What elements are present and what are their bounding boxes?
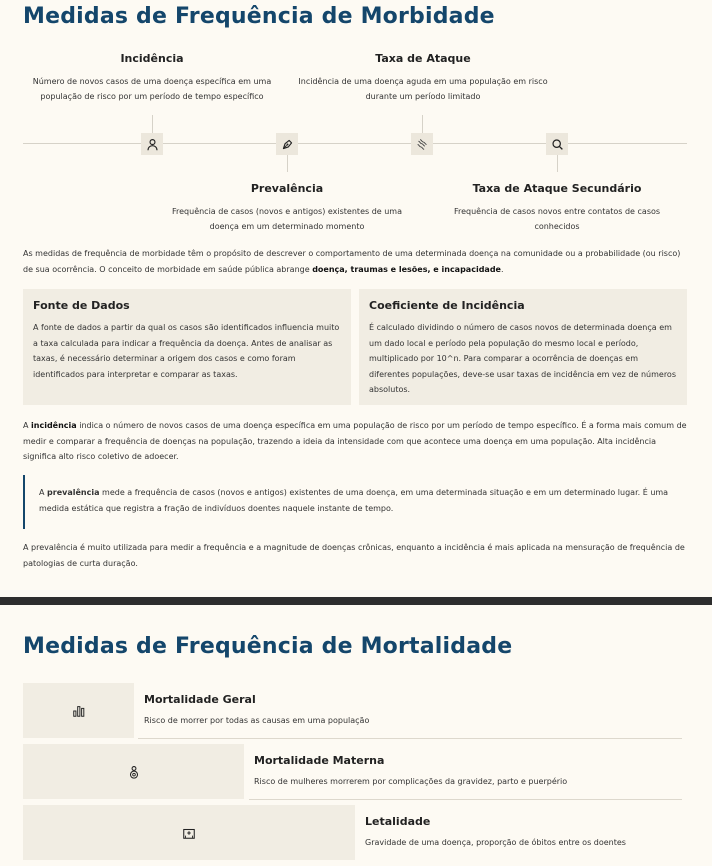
timeline-connector	[287, 154, 288, 172]
timeline-title-prevalencia: Prevalência	[250, 182, 324, 195]
intro-text: As medidas de frequência de morbidade têm o propósito de descrever o comportamento de uma determinada doença na comunidade ou a probabilidade (ou risco) de sua ocorrência. O conceito de morbidade em saúde pública abrange	[23, 249, 681, 274]
item-desc-letalidade: Gravidade de uma doença, proporção de óbitos entre os doentes	[365, 838, 626, 847]
bar-chart-icon	[72, 704, 86, 718]
item-desc-mortalidade-geral: Risco de morrer por todas as causas em uma população	[144, 716, 370, 725]
section-title-mortalidade: Medidas de Frequência de Mortalidade	[23, 634, 513, 659]
text: indica o número de novos casos de uma doença específica em uma população de risco por um período de tempo específico. É a forma mais comum de medir e comparar a frequência de doenças na população, trazendo a ideia da intensidade com que acontece uma doença em uma população. Alta incidência significa alto risco coletivo de adoecer.	[23, 421, 687, 461]
timeline-marker-incidencia	[141, 133, 163, 155]
incidencia-paragraph	[23, 418, 687, 465]
card-fonte-dados	[23, 289, 351, 405]
closing-paragraph: A prevalência é muito utilizada para medir a frequência e a magnitude de doenças crônicas, enquanto a incidência é mais aplicada na mensuração de frequência de patologias de curta duração.	[23, 543, 685, 568]
timeline-connector	[557, 154, 558, 172]
mother-baby-icon	[127, 765, 141, 779]
item-underline	[138, 738, 682, 739]
person-icon	[146, 138, 159, 151]
item-title-mortalidade-geral: Mortalidade Geral	[144, 693, 256, 706]
intro-emphasis: doença, traumas e lesões, e incapacidade	[312, 264, 501, 274]
hospital-icon	[182, 826, 196, 840]
text: A	[23, 421, 32, 430]
item-title-mortalidade-materna: Mortalidade Materna	[254, 754, 385, 767]
timeline-marker-taxa-secundario	[546, 133, 568, 155]
intro-paragraph	[23, 246, 687, 277]
section-title-morbidade: Medidas de Frequência de Morbidade	[23, 4, 495, 29]
text: A	[39, 488, 48, 497]
section-divider	[0, 597, 712, 605]
card-text: A fonte de dados a partir da qual os casos são identificados influencia muito a taxa calculada para indicar a frequência da doença. Antes de analisar as taxas, é necessário determinar a origem dos casos e como foram identificados para interpretar e comparar as taxas.	[33, 323, 340, 379]
pen-nib-icon	[281, 138, 294, 151]
card-text: É calculado dividindo o número de casos novos de determinada doença em um dado local e período pela população do mesmo local e período, multiplicado por 10^n. Para comparar a ocorrência de doenças em diferentes populações, deve-se usar taxas de incidência em vez de números absolutos.	[369, 323, 676, 394]
timeline-desc-taxa-ataque: Incidência de uma doença aguda em uma população em risco durante um período limitado	[298, 77, 548, 101]
letalidade-bar	[23, 805, 355, 860]
item-title-letalidade: Letalidade	[365, 815, 431, 828]
card-title: Coeficiente de Incidência	[369, 299, 525, 312]
item-underline	[249, 799, 682, 800]
mortalidade-geral-bar	[23, 683, 134, 738]
virus-wave-icon	[416, 138, 429, 151]
timeline-connector	[422, 115, 423, 133]
timeline-desc-incidencia: Número de novos casos de uma doença específica em uma população de risco por um período de tempo específico	[32, 77, 272, 101]
timeline-marker-taxa-ataque	[411, 133, 433, 155]
emphasis: incidência	[31, 421, 77, 430]
intro-end: .	[500, 264, 504, 274]
timeline-desc-taxa-secundario: Frequência de casos novos entre contatos de casos conhecidos	[453, 207, 661, 231]
prevalencia-quote	[23, 475, 687, 529]
timeline-title-incidencia: Incidência	[120, 52, 184, 65]
card-coeficiente-incidencia	[359, 289, 687, 405]
emphasis: prevalência	[47, 488, 100, 497]
timeline-connector	[152, 115, 153, 133]
search-icon	[551, 138, 564, 151]
timeline-desc-prevalencia: Frequência de casos (novos e antigos) existentes de uma doença em um determinado momento	[171, 207, 403, 231]
timeline-marker-prevalencia	[276, 133, 298, 155]
mortalidade-materna-bar	[23, 744, 244, 799]
timeline-title-taxa-secundario: Taxa de Ataque Secundário	[472, 182, 642, 195]
timeline-axis	[23, 143, 687, 144]
item-desc-mortalidade-materna: Risco de mulheres morrerem por complicações da gravidez, parto e puerpério	[254, 777, 568, 786]
timeline-axis-dash	[675, 143, 687, 144]
card-title: Fonte de Dados	[33, 299, 130, 312]
timeline-title-taxa-ataque: Taxa de Ataque	[375, 52, 471, 65]
text: mede a frequência de casos (novos e antigos) existentes de uma doença, em uma determinada situação e em um determinado lugar. É uma medida estática que registra a fração de indivíduos doentes naquele instante de tempo.	[39, 488, 669, 513]
